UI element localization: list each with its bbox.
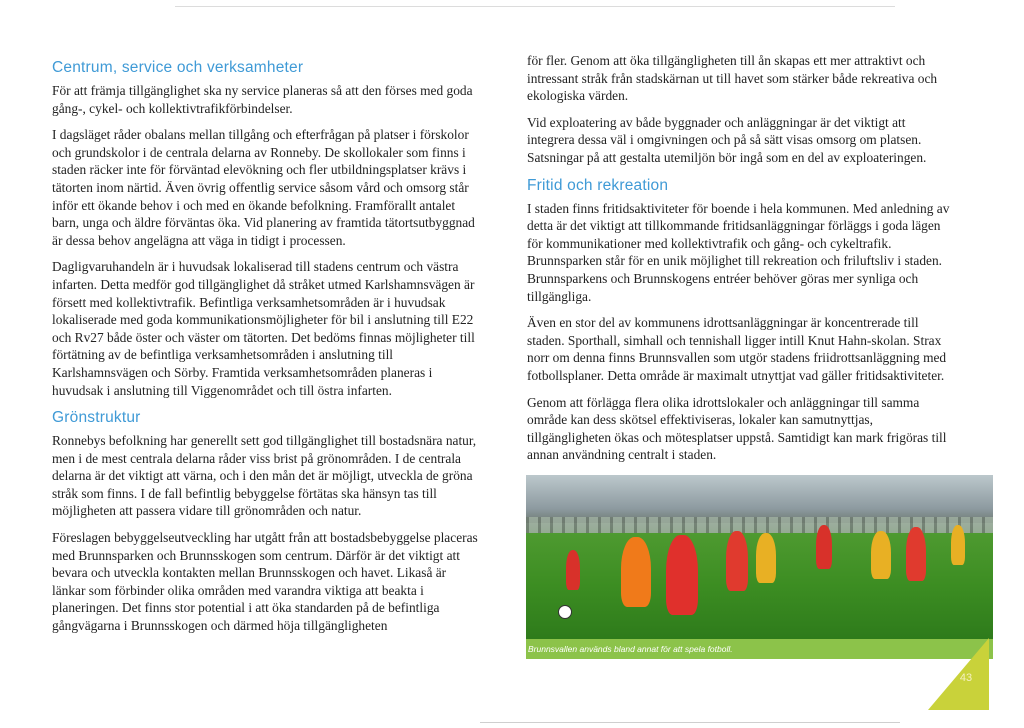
paragraph: för fler. Genom att öka tillgängligheten till ån skapas ett mer attraktivt och intressant stråk från stadskärnan ut till havet som stärker både rekreativa och ekologiska värden. xyxy=(527,53,938,104)
heading-centrum: Centrum, service och verksamheter xyxy=(52,59,304,76)
photo-player xyxy=(666,535,698,615)
left-column xyxy=(52,58,482,644)
photo-player xyxy=(906,527,926,581)
photo-building xyxy=(526,475,993,523)
photo-player xyxy=(621,537,651,607)
photo-player xyxy=(816,525,832,569)
paragraph: För att främja tillgänglighet ska ny service planeras så att den förses med goda gång-, cykel- och kollektivtrafikförbindelser. xyxy=(52,83,473,116)
football-photo xyxy=(526,475,993,639)
photo-player xyxy=(951,525,965,565)
paragraph: Föreslagen bebyggelseutveckling har utgått från att bostadsbebyggelse placeras med Brunnsparken och Brunnsskogen som centrum. Därför är det viktigt att bevara och utveckla kontakten mellan Brunnsskogen och havet. Likaså är länkar som förbinder olika områden med varandra viktiga att beakta i planeringen. Det finns stor potential i att öka standarden på de befintliga gångvägarna i Brunnsskogen och därmed höja tillgängligheten xyxy=(52,530,478,634)
paragraph: I dagsläget råder obalans mellan tillgång och efterfrågan på platser i förskolor och grundskolor i de centrala delarna av Ronneby. De skollokaler som finns i staden räcker inte för förväntad elevökning och fler utbildningsplatser krävs i tätorten inom närtid. Även övrig offentlig service såsom vård och omsorg står inför ett ökande behov i och med en ökande befolkning. Framförallt antalet barn, unga och äldre förväntas öka. Vid planering av framtida tätortsutbyggnad är dessa behov angelägna att väga in tidigt i processen. xyxy=(52,127,475,248)
photo-player xyxy=(871,531,891,579)
heading-fritid: Fritid och rekreation xyxy=(527,176,669,194)
paragraph: Även en stor del av kommunens idrottsanläggningar är koncentrerade till staden. Sporthall, simhall och tennishall ligger intill Knut Hahn-skolan. Strax norr om denna finns Brunnsvallen som utgör stadens friidrottsanläggning med fotbollsplaner. Detta område är maximalt utnyttjat vad gäller fritidsaktiviteter. xyxy=(527,315,947,383)
paragraph: Genom att förlägga flera olika idrottslokaler och anläggningar till samma område kan dess skötsel effektiviseras, lokaler kan samutnyttjas, tillgängligheten ökas och mötesplatser uppstå. Samtidigt kan mark frigöras till annan användning centralt i staden. xyxy=(527,394,947,463)
photo-player xyxy=(756,533,776,583)
paragraph: Vid exploatering av både byggnader och anläggningar är det viktigt att integrera dessa väl i omgivningen och på så sätt visas omsorg om platsen. Satsningar på att gestalta utemiljön bör ingå som en del av exploateringen. xyxy=(527,114,927,165)
paragraph: Dagligvaruhandeln är i huvudsak lokaliserad till stadens centrum och västra infarten. Detta medför god tillgänglighet då stråket utmed Karlshamnsvägen är försett med kollektivtrafik. Befintliga verksamhetsområden är i huvudsak lokaliserade med goda kommunikationsmöjligheter för bil i anslutning till E22 och Rv27 både öster och väster om tätorten. Det bedöms finnas möjligheter till förtätning av de befintliga verksamhetsområden i anslutning till Karlshamnsvägen och Sörby. Framtida verksamhetsområden planeras i huvudsak i anslutning till Viggenområdet och till östra infarten. xyxy=(52,259,475,398)
right-column xyxy=(527,52,955,659)
photo-fence xyxy=(526,517,993,533)
top-rule xyxy=(175,6,895,7)
photo-caption-bar xyxy=(526,639,993,659)
photo-player xyxy=(566,550,580,590)
photo-football xyxy=(558,605,572,619)
photo-caption: Brunnsvallen används bland annat för att spela fotboll. xyxy=(528,643,733,654)
page-number: 43 xyxy=(959,672,973,684)
heading-gronstruktur: Grönstruktur xyxy=(52,409,141,427)
paragraph: I staden finns fritidsaktiviteter för boende i hela kommunen. Med anledning av detta är det viktigt att tillkommande fritidsanläggningar förläggs i goda lägen för kommunikationer med kollektivtrafik och gång- och cykeltrafik. Brunnsparken står för en unik möjlighet till rekreation och friluftsliv i staden. Brunnsparkens och Brunnskogens entréer behöver göras mer synliga och tillgängliga. xyxy=(527,200,950,304)
bottom-rule xyxy=(480,722,900,723)
photo-player xyxy=(726,531,748,591)
paragraph: Ronnebys befolkning har generellt sett god tillgänglighet till bostadsnära natur, men i de mest centrala delarna råder viss brist på grönområden. I de centrala delarna är det viktigt att värna, och i den mån det är möjligt, utveckla de gröna stråk som finns. I de fall befintlig bebyggelse förtätas ska hänsyn tas till möjligheten att passera vidare till grönområden och natur. xyxy=(52,433,477,519)
